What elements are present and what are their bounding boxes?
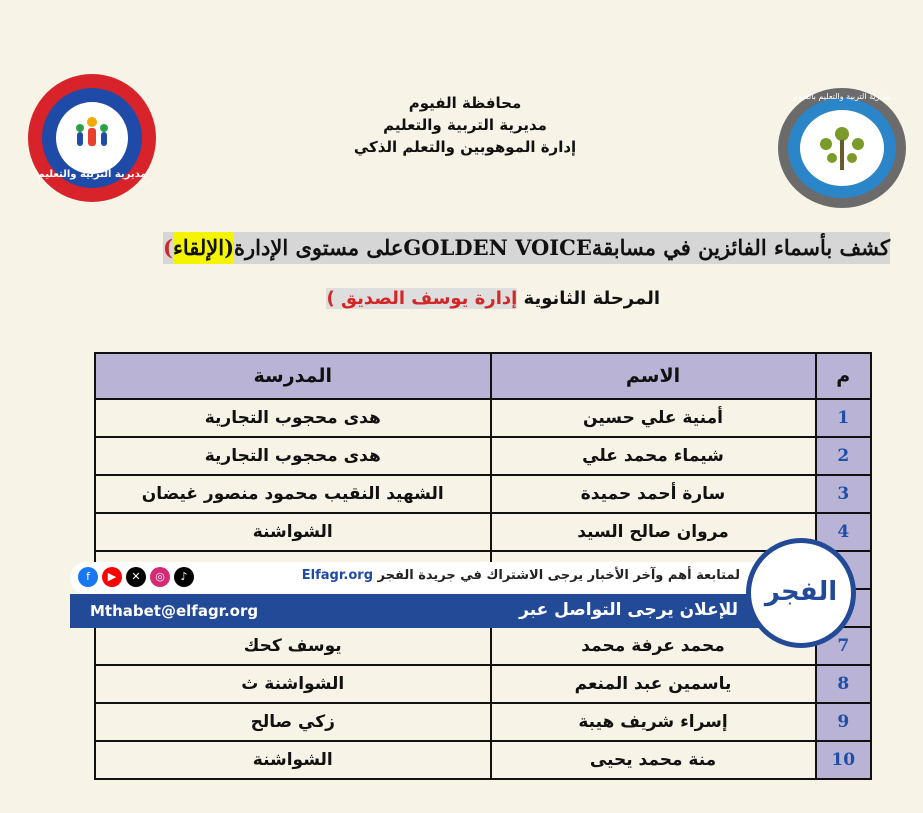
facebook-icon[interactable]: f <box>78 567 98 587</box>
row-school: الشواشنة <box>95 513 491 551</box>
row-school: الشواشنة <box>95 741 491 779</box>
row-num: 10 <box>816 741 871 779</box>
page-title <box>60 232 890 266</box>
row-name: سارة أحمد حميدة <box>491 475 816 513</box>
banner-top-bar <box>70 562 760 594</box>
table-row <box>95 741 871 779</box>
row-name: مروان صالح السيد <box>491 513 816 551</box>
table-row <box>95 437 871 475</box>
header-school: المدرسة <box>95 353 491 399</box>
banner-bottom-bar <box>70 594 760 628</box>
header-name: الاسم <box>491 353 816 399</box>
row-name: شيماء محمد علي <box>491 437 816 475</box>
table-row <box>95 703 871 741</box>
tree-icon <box>812 124 872 174</box>
department-name: إدارة الموهوبين والتعلم الذكي <box>353 138 577 156</box>
row-school: الشهيد النقيب محمود منصور غيضان <box>95 475 491 513</box>
banner-ads-text: للإعلان يرجى التواصل عبر <box>519 600 738 620</box>
row-num: 4 <box>816 513 871 551</box>
subtitle-admin: إدارة يوسف الصديق ) <box>326 288 518 309</box>
banner-site-link[interactable]: Elfagr.org <box>301 568 374 583</box>
table-row <box>95 399 871 437</box>
banner-subscribe-text: لمتابعة أهم وآخر الأخبار يرجى الاشتراك في جريدة الفجر <box>377 568 740 583</box>
row-name: أمنية علي حسين <box>491 399 816 437</box>
row-num: 1 <box>816 399 871 437</box>
row-school: يوسف كحك <box>95 627 491 665</box>
youtube-icon[interactable]: ▶ <box>102 567 122 587</box>
title-part-1: كشف بأسماء الفائزين في مسابقة <box>592 232 890 264</box>
row-school: هدى محجوب التجارية <box>95 437 491 475</box>
watermark-banner <box>70 562 840 630</box>
elfagr-logo-mark: الفجر <box>764 577 838 607</box>
row-school: هدى محجوب التجارية <box>95 399 491 437</box>
title-competition: GOLDEN VOICE <box>403 232 591 264</box>
row-school: الشواشنة ث <box>95 665 491 703</box>
banner-email[interactable]: Mthabet@elfagr.org <box>90 602 259 620</box>
logo-left-caption: مديرية التربية والتعليم <box>37 169 147 180</box>
governorate-name: محافظة الفيوم <box>408 94 522 112</box>
gifted-department-logo <box>28 74 156 202</box>
row-num: 8 <box>816 665 871 703</box>
row-num: 2 <box>816 437 871 475</box>
instagram-icon[interactable]: ◎ <box>150 567 170 587</box>
table-row <box>95 665 871 703</box>
title-part-3: على مستوى الإدارة <box>234 232 403 264</box>
education-directorate-logo <box>778 88 906 208</box>
x-icon[interactable]: ✕ <box>126 567 146 587</box>
table-row <box>95 475 871 513</box>
elfagr-logo <box>746 538 856 648</box>
row-num: 9 <box>816 703 871 741</box>
header-num: م <box>816 353 871 399</box>
social-icons <box>78 567 194 587</box>
table-row <box>95 513 871 551</box>
row-name: منة محمد يحيى <box>491 741 816 779</box>
row-num: 7 <box>816 627 871 665</box>
title-category: (الإلقاء <box>173 232 234 264</box>
table-header-row <box>95 353 871 399</box>
row-num: 3 <box>816 475 871 513</box>
subtitle-stage: المرحلة الثانوية <box>517 288 660 309</box>
people-icon <box>74 114 110 154</box>
table-row <box>95 627 871 665</box>
row-name: محمد عرفة محمد <box>491 627 816 665</box>
tiktok-icon[interactable]: ♪ <box>174 567 194 587</box>
row-name: إسراء شريف هيبة <box>491 703 816 741</box>
row-name: ياسمين عبد المنعم <box>491 665 816 703</box>
directorate-name: مديرية التربية والتعليم <box>383 116 547 134</box>
logo-right-caption: مديرية التربية والتعليم بالفيوم <box>793 92 891 101</box>
row-school: زكي صالح <box>95 703 491 741</box>
header-text <box>300 92 630 158</box>
title-close: ) <box>163 232 173 264</box>
subtitle <box>250 285 660 313</box>
